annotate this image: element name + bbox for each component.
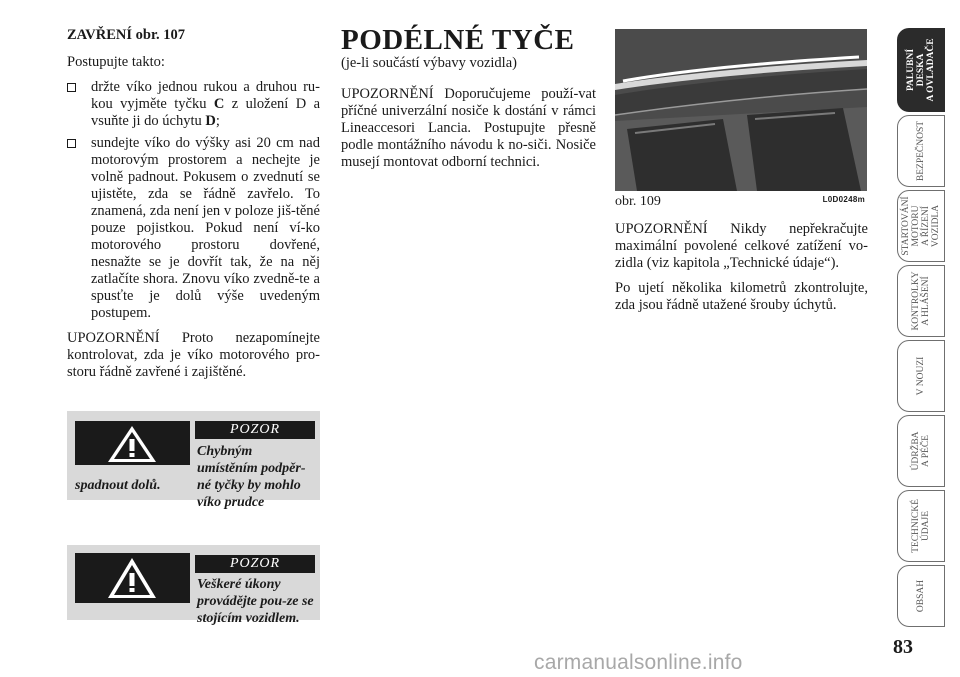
tab-warning-lights[interactable]: KONTROLKY A HLÁŠENÍ xyxy=(897,265,945,337)
figure-code: L0D0248m xyxy=(822,195,865,204)
recommendation-paragraph: UPOZORNĚNÍ Doporučujeme použí-vat příčné univerzální nosiče k dostání v rámci Lineaccesori Lancia. Postupujte přesně podle montážního návodu k no-siči. Nosiče musejí montovat odborní technici. xyxy=(341,86,596,170)
warning-label: POZOR xyxy=(195,555,315,573)
warning-triangle-icon xyxy=(75,553,190,603)
tab-contents[interactable]: OBSAH xyxy=(897,565,945,627)
section-heading-closing: ZAVŘENÍ obr. 107 xyxy=(67,27,186,43)
tab-technical-data[interactable]: TECHNICKÉ ÚDAJE xyxy=(897,490,945,562)
tab-maintenance[interactable]: ÚDRŽBA A PÉČE xyxy=(897,415,945,487)
figure-number: obr. 109 xyxy=(615,194,661,209)
load-warning-paragraph: UPOZORNĚNÍ Nikdy nepřekračujte maximální povolené celkové zatížení vo-zidla (viz kapitola „Technické údaje“). xyxy=(615,221,868,271)
figure-caption xyxy=(615,194,867,210)
middle-column xyxy=(341,25,596,179)
tab-safety[interactable]: BEZPEČNOST xyxy=(897,115,945,187)
tab-emergency[interactable]: V NOUZI xyxy=(897,340,945,412)
checkbox-bullet-icon xyxy=(67,83,76,92)
section-title: PODÉLNÉ TYČE xyxy=(341,24,575,56)
watermark: carmanualsonline.info xyxy=(534,651,743,674)
warning-text: Chybným umístěním podpěr-né tyčky by mohlo víko prudce xyxy=(197,444,306,510)
warning-text: Veškeré úkony provádějte pou-ze se stojícím vozidlem. xyxy=(197,577,314,626)
warning-triangle-icon xyxy=(75,421,190,465)
caution-paragraph: UPOZORNĚNÍ Proto nezapomínejte kontrolovat, zda je víko motorového pro-storu řádně zavřené i zajištěné. xyxy=(67,330,320,380)
left-column xyxy=(67,25,320,389)
steps-list xyxy=(67,79,320,322)
list-item: držte víko jednou rukou a druhou ru-kou vyjměte tyčku C z uložení D a vsuňte ji do úchytu D; xyxy=(67,79,320,130)
section-subtitle: (je-li součástí výbavy vozidla) xyxy=(341,55,517,71)
tab-starting-driving[interactable]: STARTOVÁNÍ MOTORU A ŘÍZENÍ VOZIDLA xyxy=(897,190,945,262)
page-number: 83 xyxy=(893,636,913,658)
warning-box xyxy=(67,545,320,626)
warning-text-continued: spadnout dolů. xyxy=(75,478,161,493)
intro-text: Postupujte takto: xyxy=(67,54,165,70)
roof-rails-photo xyxy=(615,29,867,191)
check-bolts-paragraph: Po ujetí několika kilometrů zkontrolujte, zda jsou řádně utažené šrouby úchytů. xyxy=(615,280,868,313)
checkbox-bullet-icon xyxy=(67,139,76,148)
warning-label: POZOR xyxy=(195,421,315,439)
right-column xyxy=(615,221,868,322)
list-item: sundejte víko do výšky asi 20 cm nad motorovým prostorem a nechejte je volně padnout. Pokusem o zvednutí se ujistěte, zda se řádně zavřelo. To znamená, zda není jen v poloze jiš-těné pouze pojistkou. Pokud není ví-ko motorového prostoru dovřené, nesnažte se je dovřít tak, že na něj zatlačíte shora. Znovu víko zvedně-te a spusťte je dolů výše uvedeným postupem. xyxy=(67,135,320,322)
warning-box xyxy=(67,411,320,510)
tab-dashboard-controls[interactable]: PALUBNÍ DESKA A OVLADAČE xyxy=(897,28,945,112)
